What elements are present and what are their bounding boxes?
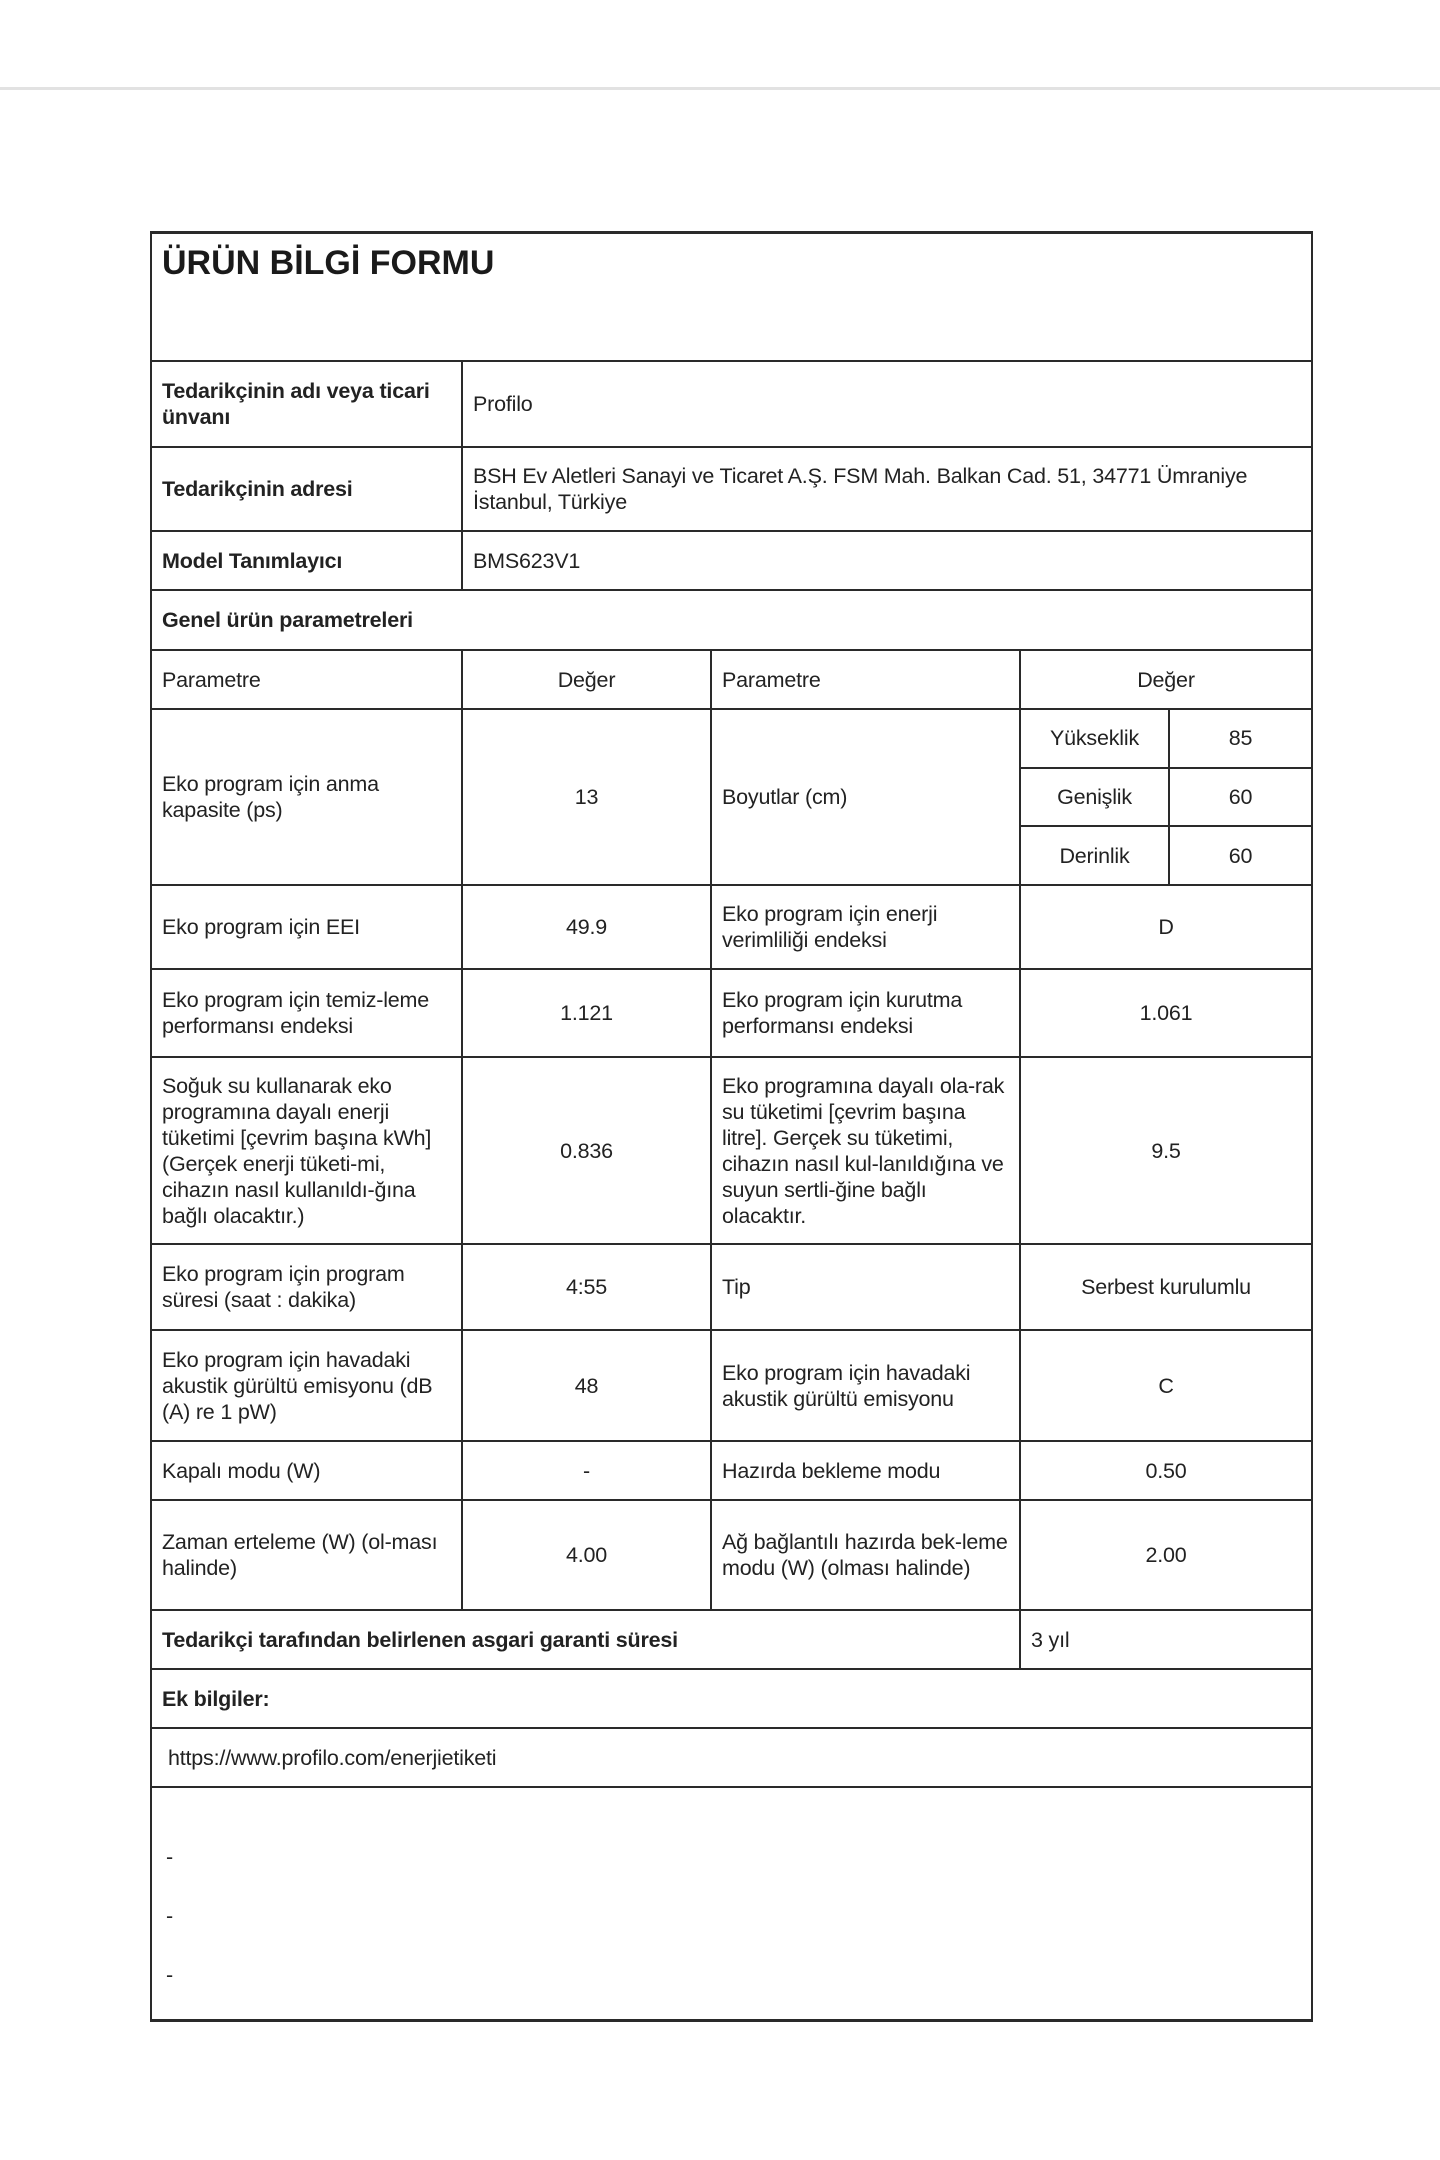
param-value: 2.00 (1019, 1501, 1311, 1609)
dimension-label: Genişlik (1021, 769, 1170, 826)
param-value: 1.121 (461, 970, 710, 1056)
param-label: Soğuk su kullanarak eko programına dayalı enerji tüketimi [çevrim başına kWh] (Gerçek enerji tüketi-mi, cihazın nasıl kullanıldı-ğına bağlı olacaktır.) (162, 1073, 432, 1228)
param-label: Eko program için kurutma performansı endeksi (710, 970, 1019, 1056)
product-information-form (150, 231, 1313, 2022)
params-header-row (150, 649, 1313, 708)
params-row-delay-network (150, 1499, 1313, 1609)
params-row-consumption (150, 1056, 1313, 1243)
param-value: 0.50 (1019, 1442, 1311, 1499)
params-row-eei (150, 884, 1313, 968)
dimension-value: 60 (1228, 785, 1253, 809)
param-value: 48 (461, 1331, 710, 1440)
param-label: Eko program için anma kapasite (ps) (162, 772, 379, 822)
param-label: Tip (710, 1245, 1019, 1329)
supplier-name-label: Tedarikçinin adı veya ticari ünvanı (162, 379, 430, 429)
dimension-row-width (1021, 767, 1311, 826)
param-label: Boyutlar (cm) (710, 710, 1019, 884)
supplier-address-row (150, 446, 1313, 530)
general-params-heading-row (150, 589, 1313, 649)
header-value-2: Değer (1019, 651, 1311, 708)
param-label: Kapalı modu (W) (162, 1458, 321, 1483)
model-label: Model Tanımlayıcı (162, 548, 343, 573)
param-label: Eko program için EEI (162, 915, 360, 939)
param-value: 4.00 (461, 1501, 710, 1609)
supplier-address-value: BSH Ev Aletleri Sanayi ve Ticaret A.Ş. FSM Mah. Balkan Cad. 51, 34771 Ümraniye İstanbul, Türkiye (461, 448, 1311, 530)
additional-info-heading-row (150, 1668, 1313, 1727)
param-label: Eko program için havadaki akustik gürültü emisyonu (dB (A) re 1 pW) (162, 1347, 433, 1424)
param-label: Zaman erteleme (W) (ol-ması halinde) (162, 1530, 438, 1580)
param-value: 1.061 (1019, 970, 1311, 1056)
additional-info-url-row (150, 1727, 1313, 1786)
param-value: D (1019, 886, 1311, 968)
params-row-duration-type (150, 1243, 1313, 1329)
dimension-row-height (1021, 710, 1311, 767)
dimensions-subtable (1019, 710, 1311, 884)
dimension-value: 85 (1228, 726, 1253, 751)
param-label: Eko program için havadaki akustik gürültü emisyonu (710, 1331, 1019, 1440)
param-value: 9.5 (1019, 1058, 1311, 1243)
params-row-off-standby (150, 1440, 1313, 1499)
param-value: C (1019, 1331, 1311, 1440)
additional-info-items-row (150, 1786, 1313, 2022)
params-row-capacity-dimensions (150, 708, 1313, 884)
additional-info-heading: Ek bilgiler: (162, 1686, 270, 1711)
supplier-address-label: Tedarikçinin adresi (162, 477, 353, 501)
list-item: - (166, 1963, 173, 1987)
additional-info-items (152, 1788, 1311, 2019)
param-value: Serbest kurulumlu (1019, 1245, 1311, 1329)
list-item: - (166, 1845, 173, 1869)
supplier-name-row (150, 360, 1313, 446)
list-item: - (166, 1904, 173, 1928)
param-value: - (461, 1442, 710, 1499)
param-value: 13 (461, 710, 710, 884)
page-top-divider (0, 87, 1440, 90)
param-label: Eko program için temiz-leme performansı endeksi (162, 988, 430, 1038)
params-row-noise (150, 1329, 1313, 1440)
param-value: 4:55 (461, 1245, 710, 1329)
header-parameter-2: Parametre (710, 651, 1019, 708)
energy-label-link[interactable]: https://www.profilo.com/enerjietiketi (168, 1745, 497, 1770)
param-label: Eko program için enerji verimliliği endeksi (710, 886, 1019, 968)
header-value-1: Değer (461, 651, 710, 708)
warranty-row (150, 1609, 1313, 1668)
model-row (150, 530, 1313, 589)
supplier-name-value: Profilo (461, 362, 1311, 446)
warranty-label: Tedarikçi tarafından belirlenen asgari garanti süresi (162, 1627, 678, 1652)
form-title-row (150, 231, 1313, 360)
params-row-performance (150, 968, 1313, 1056)
dimension-row-depth (1021, 825, 1311, 884)
warranty-value: 3 yıl (1019, 1611, 1311, 1668)
dimension-label: Derinlik (1021, 827, 1170, 884)
param-label: Hazırda bekleme modu (710, 1442, 1019, 1499)
form-title: ÜRÜN BİLGİ FORMU (162, 244, 495, 282)
param-label: Eko programına dayalı ola-rak su tüketimi [çevrim başına litre]. Gerçek su tüketimi, cihazın nasıl kul-lanıldığına ve suyun sertli-ğine bağlı olacaktır. (710, 1058, 1019, 1243)
model-value: BMS623V1 (461, 532, 1311, 589)
param-value: 0.836 (461, 1058, 710, 1243)
param-label: Eko program için program süresi (saat : dakika) (162, 1262, 405, 1312)
dimension-label: Yükseklik (1021, 710, 1170, 767)
header-parameter-1: Parametre (162, 667, 261, 692)
dimension-value: 60 (1228, 843, 1253, 868)
general-params-heading: Genel ürün parametreleri (162, 608, 413, 632)
param-value: 49.9 (461, 886, 710, 968)
param-label: Ağ bağlantılı hazırda bek-leme modu (W) (olması halinde) (710, 1501, 1019, 1609)
